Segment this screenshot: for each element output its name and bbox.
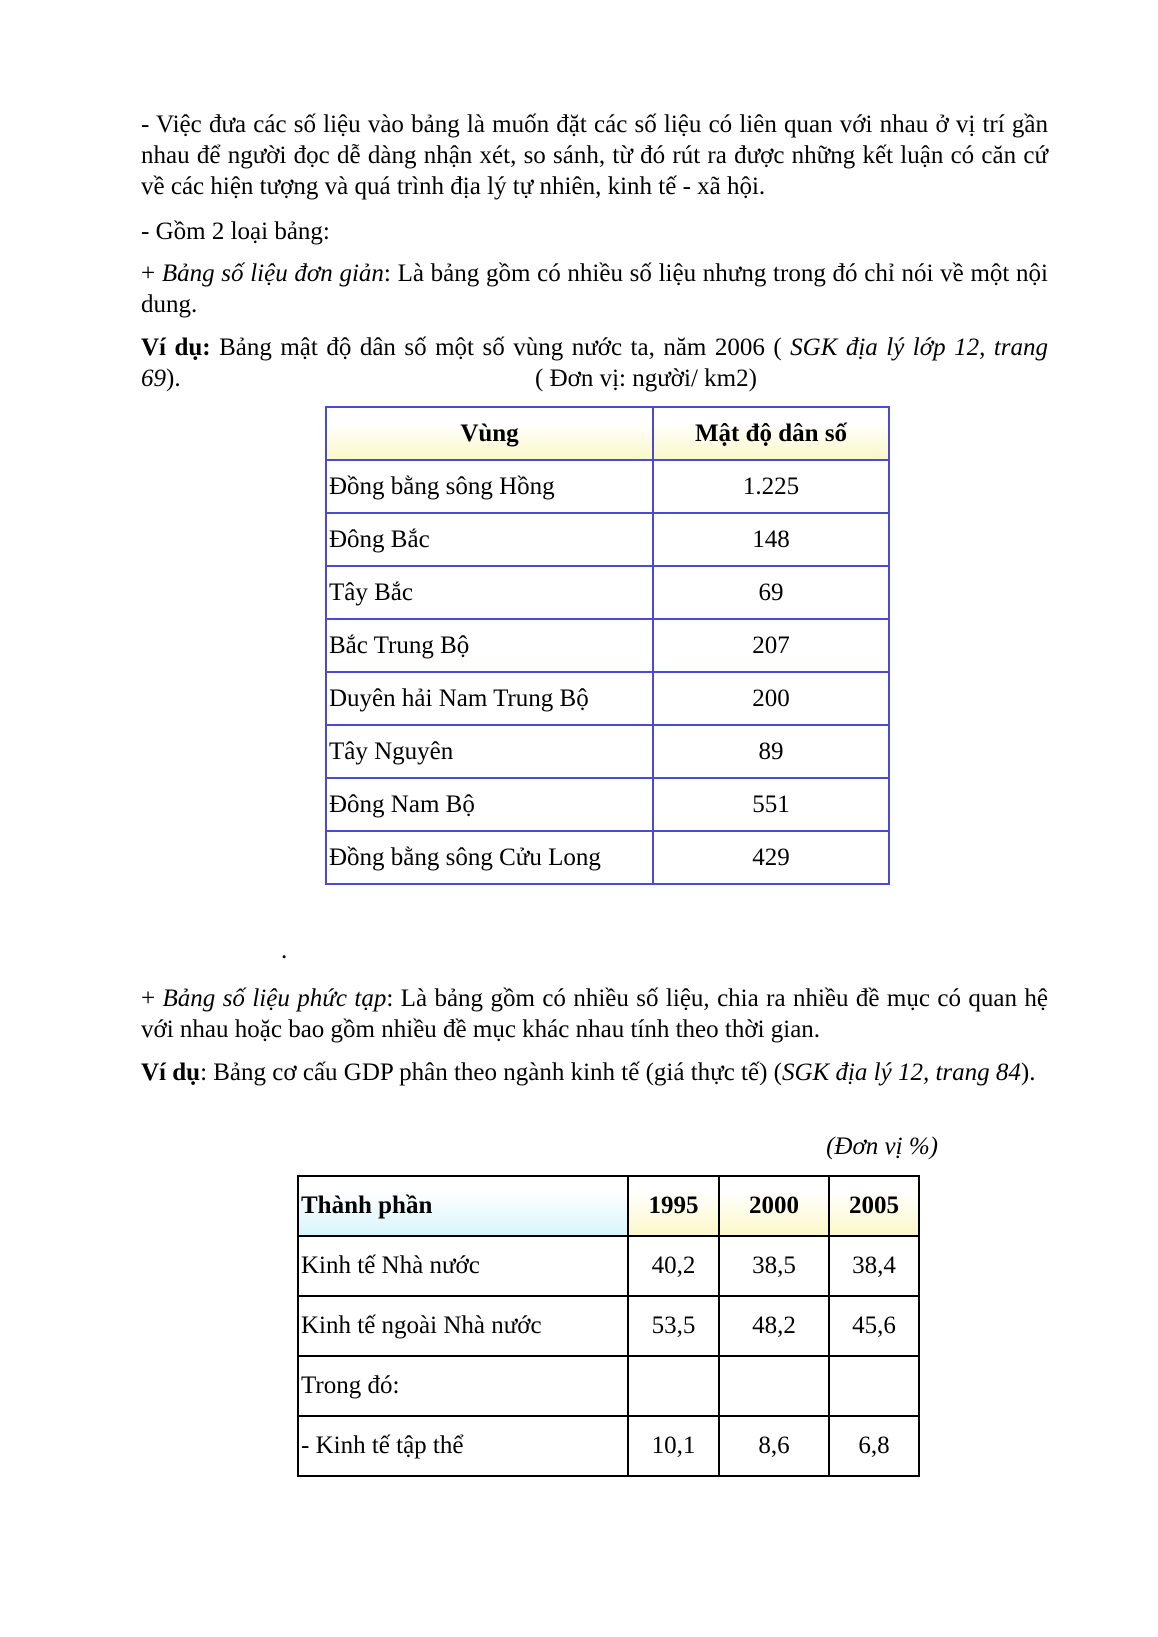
- region-cell: Duyên hải Nam Trung Bộ: [326, 672, 653, 725]
- value-cell: [628, 1356, 719, 1416]
- value-cell: [719, 1356, 829, 1416]
- example-source: SGK địa lý lớp 12, trang 69: [141, 334, 1048, 392]
- region-cell: Đồng bằng sông Cửu Long: [326, 831, 653, 884]
- table-row: [326, 672, 889, 725]
- table-row: [298, 1236, 919, 1296]
- table-row: [326, 513, 889, 566]
- value-cell: 53,5: [628, 1296, 719, 1356]
- table-header-row: [298, 1176, 919, 1236]
- density-cell: 148: [653, 513, 889, 566]
- density-cell: 69: [653, 566, 889, 619]
- table-row: [298, 1416, 919, 1476]
- region-cell: Tây Bắc: [326, 566, 653, 619]
- value-cell: 6,8: [829, 1416, 919, 1476]
- column-header-1995: 1995: [628, 1176, 719, 1236]
- table-row: [326, 619, 889, 672]
- region-cell: Đông Bắc: [326, 513, 653, 566]
- table-header-row: [326, 407, 889, 460]
- complex-table-definition: + Bảng số liệu phức tạp: Là bảng gồm có nhiều số liệu, chia ra nhiều đề mục có quan hệ với nhau hoặc bao gồm nhiều đề mục khác nhau tính theo thời gian.: [141, 985, 1048, 1043]
- density-cell: 89: [653, 725, 889, 778]
- intro-paragraph: - Việc đưa các số liệu vào bảng là muốn đặt các số liệu có liên quan với nhau ở vị trí gần nhau để người đọc dễ dàng nhận xét, so sánh, từ đó rút ra được những kết luận có căn cứ về các hiện tượng và quá trình địa lý tự nhiên, kinh tế - xã hội.: [141, 111, 1048, 200]
- complex-table-unit: (Đơn vị %): [826, 1133, 938, 1160]
- density-cell: 207: [653, 619, 889, 672]
- region-cell: Tây Nguyên: [326, 725, 653, 778]
- example-label: Ví dụ: [141, 1059, 201, 1086]
- region-cell: Đông Nam Bộ: [326, 778, 653, 831]
- value-cell: 48,2: [719, 1296, 829, 1356]
- column-header-component: Thành phần: [298, 1176, 628, 1236]
- complex-table-term: Bảng số liệu phức tạp: [162, 985, 387, 1012]
- column-header-density: Mật độ dân số: [653, 407, 889, 460]
- component-cell: Kinh tế ngoài Nhà nước: [298, 1296, 628, 1356]
- table-row: [326, 460, 889, 513]
- table-row: [298, 1356, 919, 1416]
- value-cell: 38,4: [829, 1236, 919, 1296]
- component-cell: - Kinh tế tập thể: [298, 1416, 628, 1476]
- value-cell: [829, 1356, 919, 1416]
- table-row: [298, 1296, 919, 1356]
- simple-table-unit: ( Đơn vị: người/ km2): [535, 365, 757, 392]
- value-cell: 10,1: [628, 1416, 719, 1476]
- example-source: SGK địa lý 12, trang 84: [782, 1059, 1021, 1086]
- value-cell: 40,2: [628, 1236, 719, 1296]
- component-cell: Kinh tế Nhà nước: [298, 1236, 628, 1296]
- density-cell: 429: [653, 831, 889, 884]
- density-cell: 1.225: [653, 460, 889, 513]
- component-cell: Trong đó:: [298, 1356, 628, 1416]
- example-label: Ví dụ:: [141, 334, 211, 361]
- simple-table-term: Bảng số liệu đơn giản: [161, 260, 384, 287]
- table-row: [326, 566, 889, 619]
- column-header-2000: 2000: [719, 1176, 829, 1236]
- simple-table-example: Ví dụ: Bảng mật độ dân số một số vùng nước ta, năm 2006 ( SGK địa lý lớp 12, trang 69).: [141, 334, 1048, 392]
- density-cell: 200: [653, 672, 889, 725]
- column-header-2005: 2005: [829, 1176, 919, 1236]
- table-row: [326, 831, 889, 884]
- column-header-region: Vùng: [326, 407, 653, 460]
- stray-dot: .: [281, 937, 288, 964]
- value-cell: 8,6: [719, 1416, 829, 1476]
- population-density-table: [325, 406, 890, 885]
- value-cell: 38,5: [719, 1236, 829, 1296]
- complex-table-example: Ví dụ: Bảng cơ cấu GDP phân theo ngành kinh tế (giá thực tế) (SGK địa lý 12, trang 84).: [141, 1059, 1036, 1086]
- table-row: [326, 778, 889, 831]
- region-cell: Đồng bằng sông Hồng: [326, 460, 653, 513]
- table-row: [326, 725, 889, 778]
- value-cell: 45,6: [829, 1296, 919, 1356]
- density-cell: 551: [653, 778, 889, 831]
- gdp-structure-table: [297, 1175, 920, 1477]
- region-cell: Bắc Trung Bộ: [326, 619, 653, 672]
- table-types-line: - Gồm 2 loại bảng:: [141, 218, 330, 245]
- simple-table-definition: + Bảng số liệu đơn giản: Là bảng gồm có nhiều số liệu nhưng trong đó chỉ nói về một nội dung.: [141, 260, 1048, 318]
